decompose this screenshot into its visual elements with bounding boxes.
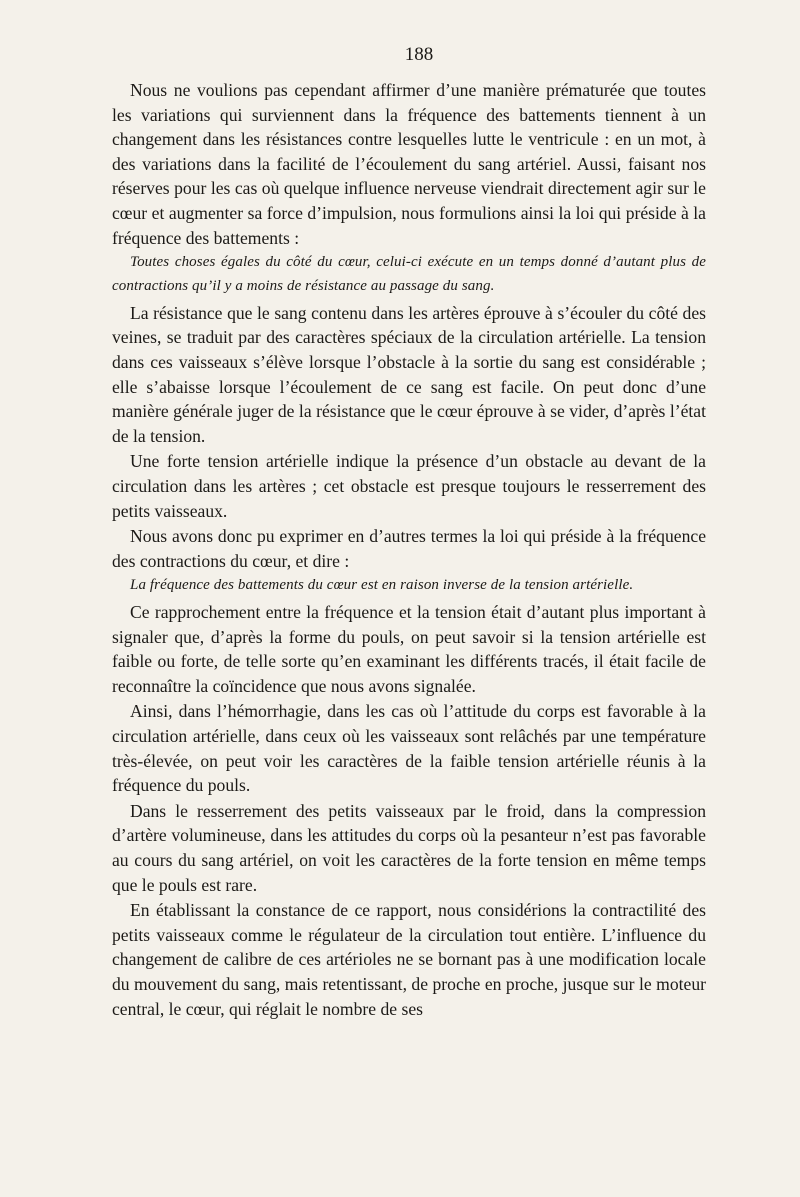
law-statement-2: La fréquence des battements du cœur est en raison inverse de la tension artérielle. <box>130 577 634 594</box>
page-number: 188 <box>404 44 434 65</box>
paragraph-3: Une forte tension artérielle indique la présence d’un obstacle au devant de la circulation dans les artères ; cet obstacle est presque toujours le resserrement des petits vaisseaux. <box>112 451 706 521</box>
paragraph-8: En établissant la constance de ce rapport, nous considérions la contractilité des petits vaisseaux comme le régulateur de la circulation tout entière. L’influence du changement de calibre de ces artérioles ne se bornant pas à une modification locale du mouvement du sang, mais retentissant, de proche en proche, jusque sur le moteur central, le cœur, qui réglait le nombre de ses <box>112 900 706 1019</box>
law-statement-1: Toutes choses égales du côté du cœur, celui-ci exécute en un temps donné d’autant plus de contractions qu’il y a moins de résistance au passage du sang. <box>112 254 706 294</box>
paragraph-2: La résistance que le sang contenu dans les artères éprouve à s’écouler du côté des veines, se traduit par des caractères spéciaux de la circulation artérielle. La tension dans ces vaisseaux s’élève lorsque l’obstacle à la sortie du sang est considérable ; elle s’abaisse lorsque l’écoulement de ce sang est facile. On peut donc d’une manière générale juger de la résistance que le cœur éprouve à se vider, d’après l’état de la tension. <box>112 302 706 446</box>
paragraph-1: Nous ne voulions pas cependant affirmer d’une manière prématurée que toutes les variations qui surviennent dans la fréquence des battements tiennent à un changement dans les résistances contre lesquelles lutte le ventricule : en un mot, à des variations dans la facilité de l’écoulement du sang artériel. Aussi, faisant nos réserves pour les cas où quelque influence nerveuse viendrait directement agir sur le cœur et augmenter sa force d’impulsion, nous formulions ainsi la loi qui préside à la fréquence des battements : <box>112 80 706 248</box>
paragraph-4: Nous avons donc pu exprimer en d’autres termes la loi qui préside à la fréquence des contractions du cœur, et dire : <box>112 526 706 571</box>
paragraph-7: Dans le resserrement des petits vaisseaux par le froid, dans la compression d’artère volumineuse, dans les attitudes du corps où la pesanteur n’est pas favorable au cours du sang artériel, on voit les caractères de la forte tension en même temps que le pouls est rare. <box>112 800 706 895</box>
paragraph-5: Ce rapprochement entre la fréquence et la tension était d’autant plus important à signaler que, d’après la forme du pouls, on peut savoir si la tension artérielle est faible ou forte, de telle sorte qu’en examinant les différents tracés, il était facile de reconnaître la coïncidence que nous avons signalée. <box>112 602 706 696</box>
paragraph-6: Ainsi, dans l’hémorrhagie, dans les cas où l’attitude du corps est favorable à la circulation artérielle, dans ceux où les vaisseaux sont relâchés par une température très-élevée, on peut voir les caractères de la faible tension artérielle réunis à la fréquence du pouls. <box>112 701 706 796</box>
